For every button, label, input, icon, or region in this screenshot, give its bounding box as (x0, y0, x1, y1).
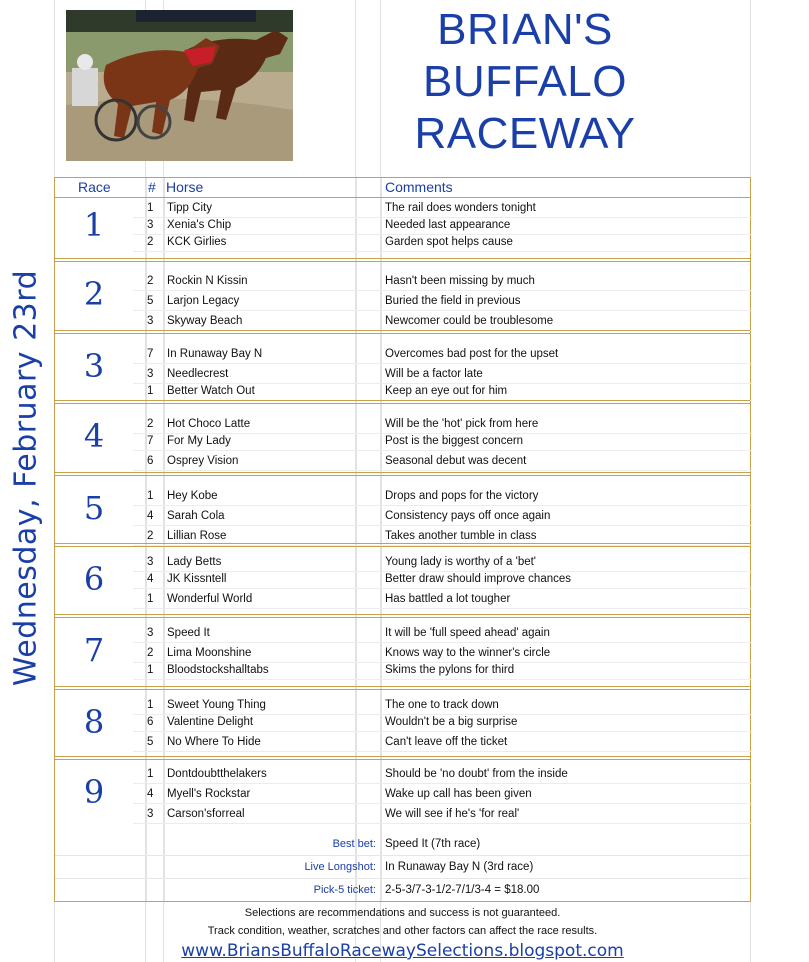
post-position: 1 (147, 768, 154, 780)
page-title (380, 4, 670, 160)
table-row (133, 431, 752, 451)
post-position: 7 (147, 348, 154, 360)
horse-name: For My Lady (167, 435, 231, 447)
race-number: 5 (83, 489, 105, 527)
title-line-1: BRIAN'S (437, 5, 613, 54)
horse-name: Hot Choco Latte (167, 418, 251, 430)
longshot-row (55, 856, 750, 879)
table-row (133, 569, 752, 589)
table-row (133, 232, 752, 252)
horse-name: Osprey Vision (167, 455, 239, 467)
horse-name: Sweet Young Thing (167, 699, 266, 711)
pick5-label: Pick-5 ticket: (313, 884, 376, 896)
table-row (133, 660, 752, 680)
comment-text: Young lady is worthy of a 'bet' (385, 556, 537, 568)
race-block (55, 330, 750, 400)
header-pp: # (148, 179, 156, 195)
race-number: 3 (83, 347, 105, 385)
horse-name: Carson'sforreal (167, 808, 245, 820)
longshot-value: In Runaway Bay N (3rd race) (385, 861, 534, 873)
post-position: 3 (147, 627, 154, 639)
header-comments: Comments (385, 179, 453, 195)
comment-text: Consistency pays off once again (385, 510, 551, 522)
comment-text: Hasn't been missing by much (385, 275, 535, 287)
best-bet-row (55, 833, 750, 856)
table-row (133, 732, 752, 752)
post-position: 6 (147, 716, 154, 728)
race-number: 8 (83, 703, 105, 741)
blog-link[interactable]: www.BriansBuffaloRacewaySelections.blogspot.com (181, 941, 624, 961)
comment-text: Drops and pops for the victory (385, 490, 539, 502)
horse-name: Better Watch Out (167, 385, 255, 397)
horse-name: Valentine Delight (167, 716, 254, 728)
race-number: 4 (83, 417, 105, 455)
comment-text: Will be a factor late (385, 368, 483, 380)
comment-text: Takes another tumble in class (385, 530, 537, 542)
comment-text: Post is the biggest concern (385, 435, 524, 447)
post-position: 2 (147, 236, 154, 248)
comment-text: Garden spot helps cause (385, 236, 513, 248)
race-number: 9 (83, 773, 105, 811)
post-position: 2 (147, 530, 154, 542)
post-position: 3 (147, 315, 154, 327)
post-position: 1 (147, 385, 154, 397)
horse-name: Needlecrest (167, 368, 229, 380)
table-row (133, 784, 752, 804)
table-row (133, 764, 752, 784)
table-row (133, 451, 752, 471)
comment-text: Can't leave off the ticket (385, 736, 508, 748)
table-row (133, 311, 752, 331)
header-horse: Horse (166, 179, 204, 195)
post-position: 4 (147, 788, 154, 800)
table-header (55, 178, 750, 198)
race-block (55, 258, 750, 330)
horse-name: Rockin N Kissin (167, 275, 248, 287)
horse-name: Wonderful World (167, 593, 253, 605)
post-position: 1 (147, 699, 154, 711)
post-position: 3 (147, 556, 154, 568)
comment-text: Wouldn't be a big surprise (385, 716, 518, 728)
post-position: 3 (147, 219, 154, 231)
comment-text: Should be 'no doubt' from the inside (385, 768, 568, 780)
race-date: Wednesday, February 23rd (8, 269, 44, 687)
table-row (133, 506, 752, 526)
race-block (55, 686, 750, 756)
race-block (55, 543, 750, 614)
horse-name: Dontdoubtthelakers (167, 768, 267, 780)
post-position: 2 (147, 275, 154, 287)
comment-text: Newcomer could be troublesome (385, 315, 554, 327)
race-block (55, 472, 750, 543)
disclaimer-line-1: Selections are recommendations and success is not guaranteed. (244, 907, 561, 919)
table-row (133, 381, 752, 401)
pick5-value: 2-5-3/7-3-1/2-7/1/3-4 = $18.00 (385, 884, 540, 896)
title-line-3: RACEWAY (414, 109, 636, 158)
post-position: 3 (147, 368, 154, 380)
best-bet-label: Best bet: (332, 838, 376, 850)
horse-name: Larjon Legacy (167, 295, 240, 307)
race-number: 7 (83, 631, 105, 669)
horse-name: Lillian Rose (167, 530, 227, 542)
race-number: 2 (83, 275, 105, 313)
header-race: Race (78, 179, 111, 195)
horse-name: Xenia's Chip (167, 219, 232, 231)
horse-name: Sarah Cola (167, 510, 225, 522)
best-bet-value: Speed It (7th race) (385, 838, 481, 850)
horse-name: Skyway Beach (167, 315, 243, 327)
horse-name: JK Kissntell (167, 573, 227, 585)
table-row (133, 344, 752, 364)
post-position: 1 (147, 202, 154, 214)
post-position: 5 (147, 736, 154, 748)
table-row (133, 804, 752, 824)
table-row (133, 291, 752, 311)
post-position: 2 (147, 647, 154, 659)
comment-text: Has battled a lot tougher (385, 593, 511, 605)
comment-text: We will see if he's 'for real' (385, 808, 520, 820)
comment-text: Overcomes bad post for the upset (385, 348, 559, 360)
horse-name: KCK Girlies (167, 236, 227, 248)
horse-name: Tipp City (167, 202, 212, 214)
post-position: 6 (147, 455, 154, 467)
race-block (55, 614, 750, 686)
horse-name: No Where To Hide (167, 736, 261, 748)
race-block (55, 400, 750, 472)
horse-name: In Runaway Bay N (167, 348, 263, 360)
horse-name: Myell's Rockstar (167, 788, 251, 800)
comment-text: Knows way to the winner's circle (385, 647, 551, 659)
table-row (133, 271, 752, 291)
longshot-label: Live Longshot: (304, 861, 376, 873)
post-position: 1 (147, 664, 154, 676)
post-position: 7 (147, 435, 154, 447)
comment-text: Will be the 'hot' pick from here (385, 418, 539, 430)
comment-text: Wake up call has been given (385, 788, 532, 800)
comment-text: Skims the pylons for third (385, 664, 515, 676)
horse-name: Lima Moonshine (167, 647, 252, 659)
comment-text: Keep an eye out for him (385, 385, 508, 397)
post-position: 1 (147, 593, 154, 605)
horse-name: Speed It (167, 627, 210, 639)
post-position: 1 (147, 490, 154, 502)
disclaimer-line-2: Track condition, weather, scratches and other factors can affect the race results. (207, 925, 598, 937)
horse-name: Lady Betts (167, 556, 222, 568)
race-block (55, 756, 750, 830)
race-number: 1 (83, 206, 105, 244)
comment-text: Better draw should improve chances (385, 573, 572, 585)
post-position: 5 (147, 295, 154, 307)
table-row (133, 486, 752, 506)
race-block (55, 198, 750, 258)
title-line-2: BUFFALO (423, 57, 627, 106)
table-row (133, 712, 752, 732)
race-number: 6 (83, 560, 105, 598)
comment-text: Seasonal debut was decent (385, 455, 527, 467)
harness-racing-photo (66, 10, 293, 161)
comment-text: It will be 'full speed ahead' again (385, 627, 550, 639)
comment-text: The one to track down (385, 699, 499, 711)
table-row (133, 589, 752, 609)
post-position: 2 (147, 418, 154, 430)
post-position: 3 (147, 808, 154, 820)
comment-text: Buried the field in previous (385, 295, 521, 307)
comment-text: The rail does wonders tonight (385, 202, 536, 214)
horse-name: Bloodstockshalltabs (167, 664, 269, 676)
post-position: 4 (147, 573, 154, 585)
comment-text: Needed last appearance (385, 219, 511, 231)
post-position: 4 (147, 510, 154, 522)
horse-name: Hey Kobe (167, 490, 218, 502)
pick5-row (55, 879, 750, 902)
selections-table (54, 177, 751, 902)
table-row (133, 623, 752, 643)
